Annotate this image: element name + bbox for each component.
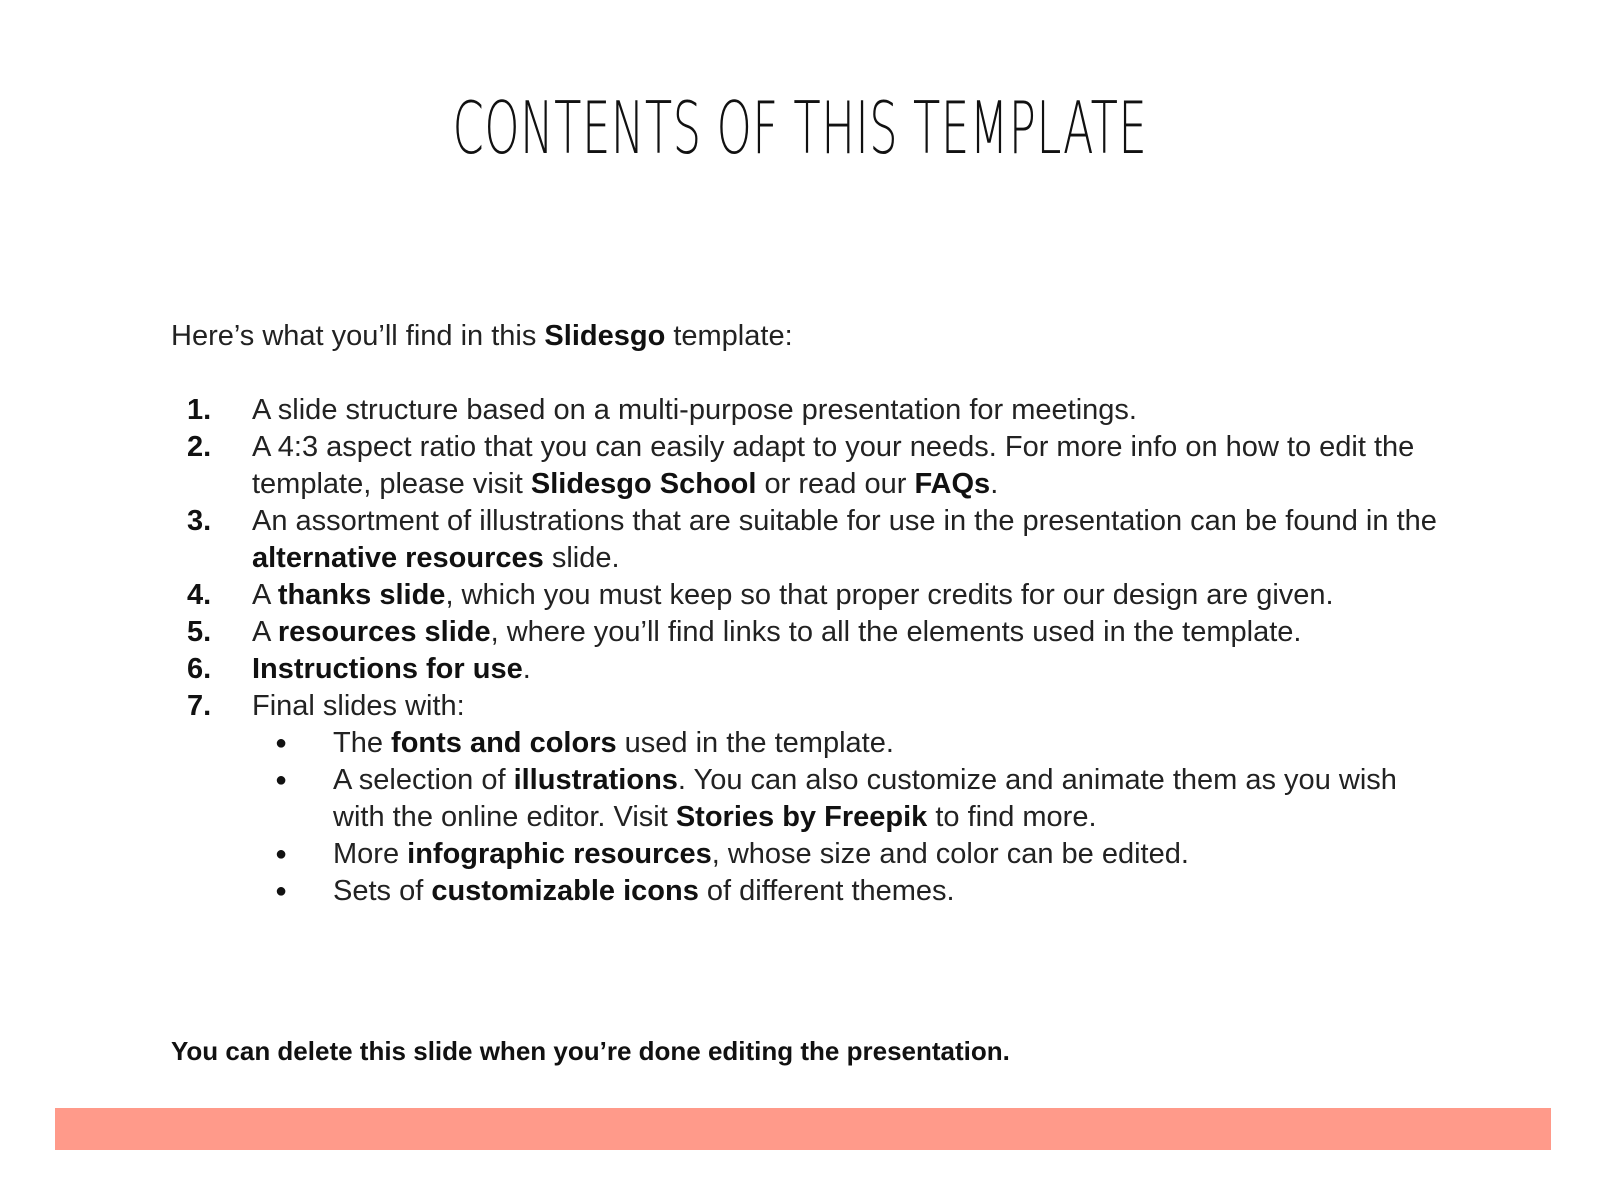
sub-list-item [252, 762, 1451, 836]
contents-list [171, 392, 1451, 910]
sub-item-text: Sets of [333, 875, 432, 907]
footer-note: You can delete this slide when you’re done editing the presentation. [171, 1036, 1010, 1066]
sub-item-text: used in the template. [616, 727, 894, 759]
sub-item-text: , whose size and color can be edited. [711, 838, 1189, 870]
item-text: Final slides with: [252, 690, 465, 722]
item-number: 6. [187, 653, 212, 685]
sub-item-text: of different themes. [698, 875, 955, 907]
list-item [171, 614, 1451, 651]
item-number: 7. [187, 690, 212, 722]
sub-item-text: The [333, 727, 392, 759]
item-bold: resources slide [277, 616, 491, 648]
bullet-icon: ● [275, 732, 288, 754]
bullet-icon: ● [275, 769, 288, 791]
bullet-icon: ● [275, 843, 288, 865]
sub-item-text: to find more. [927, 801, 1097, 833]
item-text: . [990, 468, 999, 500]
item-text: . [522, 653, 531, 685]
accent-band [55, 1108, 1551, 1150]
list-item [171, 503, 1451, 577]
item-number: 1. [187, 394, 212, 426]
item-bold: Slidesgo School [530, 468, 757, 500]
sub-item-bold: illustrations [513, 764, 678, 796]
list-item [171, 577, 1451, 614]
item-text: A 4:3 aspect ratio that you can easily adapt to your needs. For more info on how to edit the template, please visit [252, 431, 1415, 500]
bullet-icon: ● [275, 880, 288, 902]
item-number: 4. [187, 579, 212, 611]
item-number: 3. [187, 505, 212, 537]
item-text: , where you’ll find links to all the elements used in the template. [490, 616, 1302, 648]
item-text: A slide structure based on a multi-purpose presentation for meetings. [252, 394, 1137, 426]
sub-item-bold: customizable icons [431, 875, 699, 907]
item-bold: alternative resources [252, 542, 544, 574]
item-number: 5. [187, 616, 212, 648]
item-text: A [252, 616, 278, 648]
sub-list [252, 725, 1451, 910]
intro-brand: Slidesgo [544, 320, 666, 352]
item-text: , which you must keep so that proper credits for our design are given. [445, 579, 1334, 611]
list-item [171, 392, 1451, 429]
content-body [171, 318, 1451, 910]
list-item [171, 688, 1451, 910]
intro-text-before: Here’s what you’ll find in this [171, 320, 545, 352]
item-text: slide. [543, 542, 620, 574]
item-text: or read our [756, 468, 915, 500]
sub-item-text: More [333, 838, 408, 870]
sub-item-bold: infographic resources [407, 838, 712, 870]
sub-list-item [252, 873, 1451, 910]
intro-line [171, 318, 1451, 355]
item-bold: thanks slide [277, 579, 446, 611]
slide-title: CONTENTS OF THIS TEMPLATE [452, 86, 1148, 170]
item-bold: Instructions for use [252, 653, 523, 685]
item-text: An assortment of illustrations that are suitable for use in the presentation can be found in the [252, 505, 1437, 537]
sub-list-item [252, 836, 1451, 873]
sub-list-item [252, 725, 1451, 762]
item-number: 2. [187, 431, 212, 463]
sub-item-text: . You can also customize and animate them as you wish with the online editor. Visit [333, 764, 1397, 833]
sub-item-bold: fonts and colors [391, 727, 617, 759]
sub-item-text: A selection of [333, 764, 514, 796]
list-item [171, 429, 1451, 503]
item-text: A [252, 579, 278, 611]
intro-text-after: template: [665, 320, 793, 352]
item-bold: FAQs [914, 468, 991, 500]
sub-item-bold: Stories by Freepik [675, 801, 928, 833]
list-item [171, 651, 1451, 688]
